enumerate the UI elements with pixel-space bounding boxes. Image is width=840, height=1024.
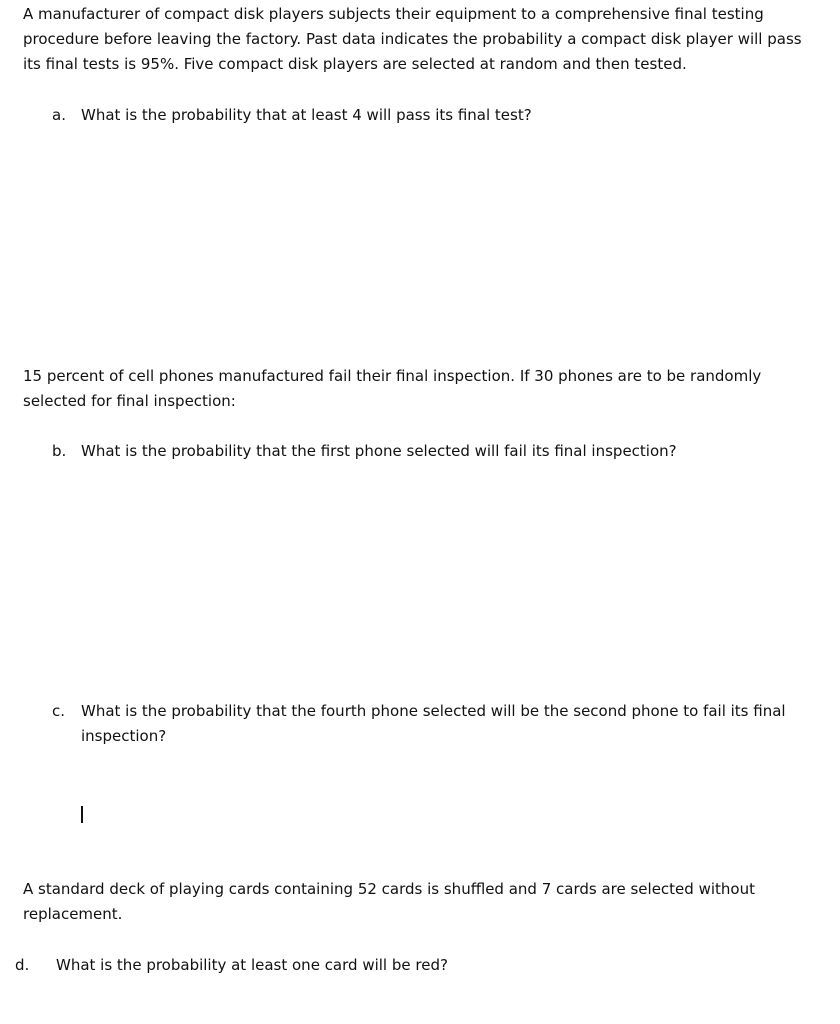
question-a-text: What is the probability that at least 4 will pass its final test? [81, 106, 532, 124]
question-b [52, 439, 812, 464]
question-d [15, 953, 795, 978]
question-d-text: What is the probability at least one card will be red? [56, 956, 448, 974]
intro-paragraph-cell-phones: 15 percent of cell phones manufactured fail their final inspection. If 30 phones are to be randomly selected for final inspection: [23, 367, 762, 410]
question-c [52, 699, 792, 749]
question-b-marker: b. [52, 442, 67, 460]
intro-paragraph-cd-players: A manufacturer of compact disk players subjects their equipment to a comprehensive final testing procedure before leaving the factory. Past data indicates the probability a compact disk player will pass its final tests is 95%. Five compact disk players are selected at random and then tested. [23, 5, 802, 73]
question-a [52, 103, 812, 128]
text-cursor[interactable] [81, 806, 83, 823]
question-d-marker: d. [15, 956, 30, 974]
question-c-marker: c. [52, 702, 66, 720]
intro-paragraph-playing-cards: A standard deck of playing cards containing 52 cards is shuffled and 7 cards are selected without replacement. [23, 880, 755, 923]
question-a-marker: a. [52, 106, 66, 124]
question-b-text: What is the probability that the first phone selected will fail its final inspection? [81, 442, 677, 460]
question-c-text: What is the probability that the fourth phone selected will be the second phone to fail its final inspection? [81, 702, 786, 745]
